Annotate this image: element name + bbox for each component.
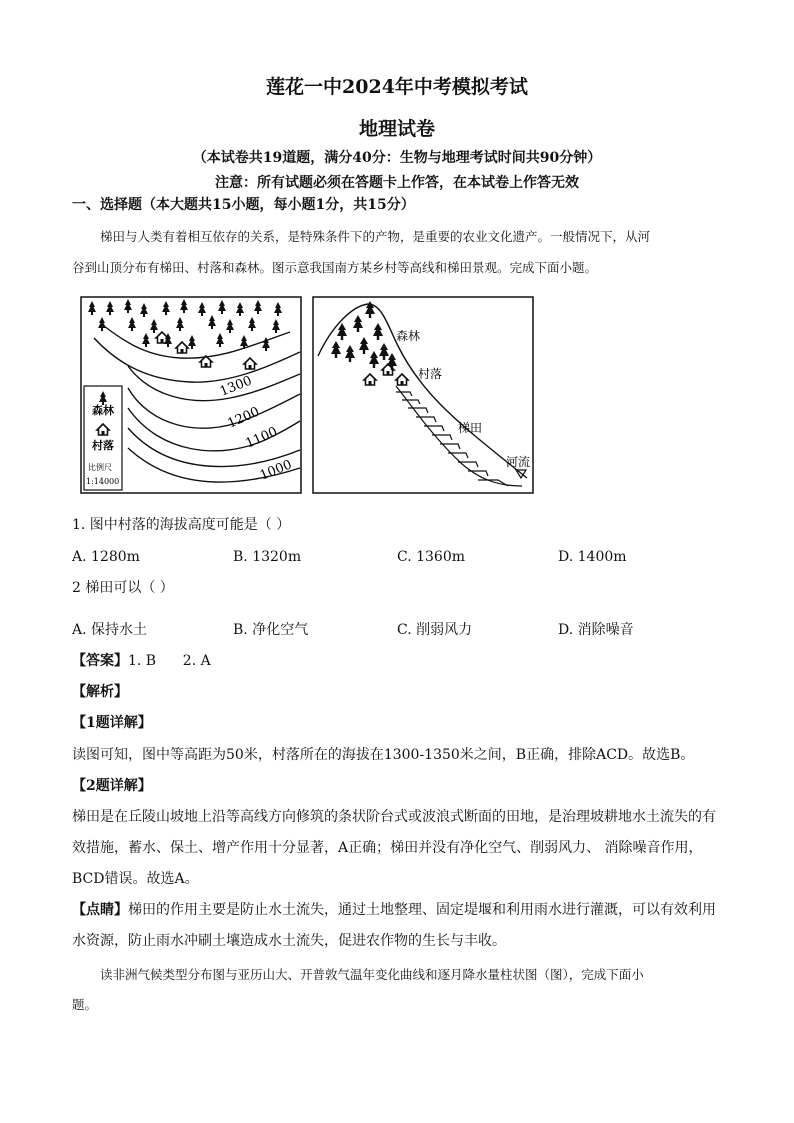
contour-lines	[94, 326, 300, 482]
forest-trees-right	[331, 301, 397, 370]
contour-label-1100: 1100	[243, 424, 280, 452]
legend-village-label: 村落	[92, 439, 114, 452]
q1-option-a[interactable]: A. 1280m	[72, 549, 140, 565]
detail2-label: 【2题详解】	[72, 778, 152, 794]
terrace-landscape-figure	[312, 296, 534, 494]
forest-trees	[88, 299, 282, 351]
q2-stem: 2 梯田可以（ ）	[72, 580, 174, 596]
tip-row	[72, 900, 716, 920]
q1-stem: 1. 图中村落的海拔高度可能是（ ）	[72, 517, 291, 533]
detail2-line2: 效措施，蓄水、保土、增产作用十分显著，A正确；梯田并没有净化空气、削弱风力、 消除噪音作用，	[72, 840, 703, 856]
detail1-text: 读图可知，图中等高距为50米，村落所在的海拔在1300-1350米之间，B正确，排除ACD。故选B。	[72, 747, 695, 763]
q2-option-c[interactable]: C. 削弱风力	[397, 622, 473, 638]
q2-option-a[interactable]: A. 保持水土	[72, 622, 148, 638]
q1-option-c[interactable]: C. 1360m	[397, 549, 466, 565]
scale-label: 比例尺	[88, 463, 112, 472]
detail2-line1: 梯田是在丘陵山坡地上沿等高线方向修筑的条状阶台式或波浪式断面的田地，是治理坡耕地水土流失的有	[72, 809, 716, 825]
contour-map-figure	[80, 296, 302, 494]
contour-label-1000: 1000	[257, 457, 295, 484]
contour-label-1200: 1200	[225, 404, 262, 432]
terrace-steps	[396, 386, 522, 486]
passage2-line1: 读非洲气候类型分布图与亚历山大、开普敦气温年变化曲线和逐月降水量柱状图（图），完成下面小	[100, 967, 644, 982]
contour-label-1300: 1300	[217, 373, 255, 400]
tip-line2: 水资源，防止雨水冲刷土壤造成水土流失，促进农作物的生长与丰收。	[72, 933, 506, 949]
passage1-line1: 梯田与人类有着相互依存的关系，是特殊条件下的产物，是重要的农业文化遗产。一般情况下，从河	[100, 229, 651, 244]
q1-option-b[interactable]: B. 1320m	[233, 549, 302, 565]
forest-label: 森林	[396, 329, 421, 343]
legend-forest-label: 森林	[92, 404, 114, 417]
section-heading: 一、选择题（本大题共15小题，每小题1分，共15分）	[72, 197, 415, 213]
terrace-label: 梯田	[458, 421, 483, 435]
detail2-line3: BCD错误。故选A。	[72, 871, 199, 887]
tip-line1: 梯田的作用主要是防止水土流失，通过土地整理、固定堤堰和利用雨水进行灌溉，可以有效利用	[128, 902, 716, 918]
slope-outline	[318, 304, 527, 478]
detail1-label: 【1题详解】	[72, 715, 152, 731]
passage2-line2: 题。	[72, 997, 98, 1012]
answer-text: 1. B 2. A	[128, 653, 211, 669]
exam-notice: 注意：所有试题必须在答题卡上作答，在本试卷上作答无效	[215, 175, 579, 191]
answer-label: 【答案】	[72, 653, 128, 669]
tip-label: 【点睛】	[72, 902, 128, 918]
exam-title: 莲花一中2024年中考模拟考试	[266, 76, 528, 98]
scale-value: 1:14000	[86, 477, 120, 486]
river-label: 河流	[506, 455, 531, 469]
analysis-label: 【解析】	[72, 684, 128, 700]
exam-subtitle: 地理试卷	[358, 118, 435, 140]
passage1-line2: 谷到山顶分布有梯田、村落和森林。图示意我国南方某乡村等高线和梯田景观。完成下面小题。	[72, 260, 598, 275]
village-label: 村落	[418, 367, 443, 381]
q2-option-b[interactable]: B. 净化空气	[233, 622, 309, 638]
village-houses-right	[364, 364, 408, 385]
exam-info: （本试卷共19道题，满分40分：生物与地理考试时间共90分钟）	[192, 150, 602, 166]
q1-option-d[interactable]: D. 1400m	[558, 549, 627, 565]
q2-option-d[interactable]: D. 消除噪音	[558, 622, 634, 638]
answer-row	[72, 651, 211, 671]
village-houses	[156, 332, 256, 369]
